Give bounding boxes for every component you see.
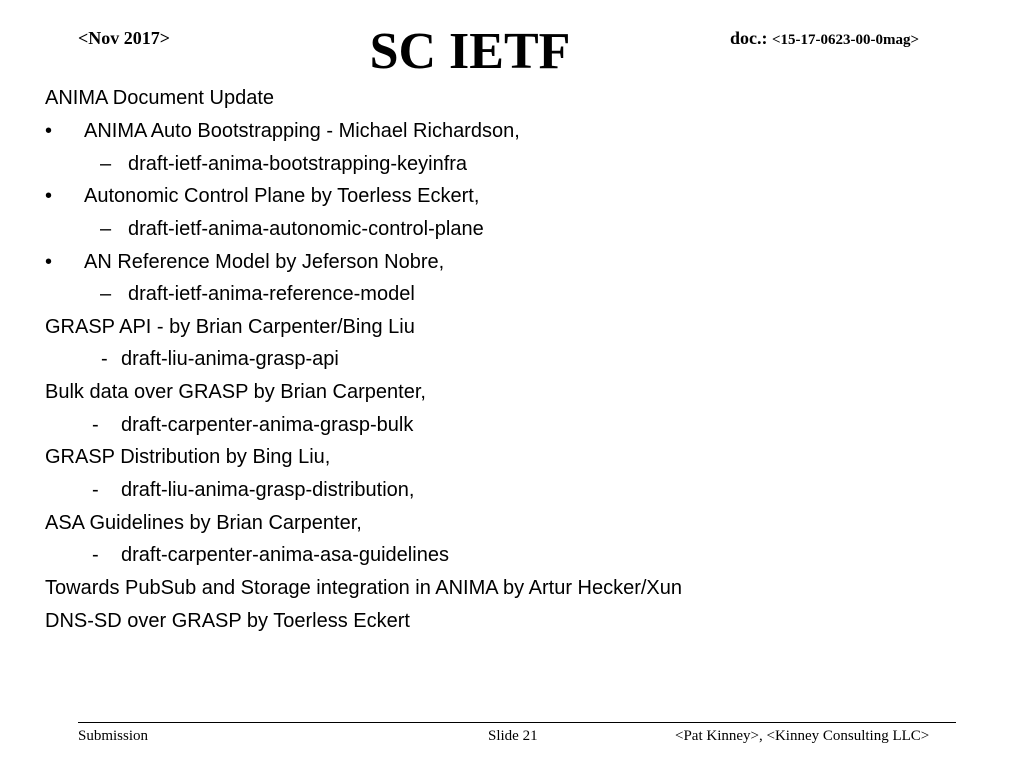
dash-marker: –: [100, 218, 112, 240]
bullet-marker: •: [45, 251, 53, 273]
body-line: Towards PubSub and Storage integration in ANIMA by Artur Hecker/Xun: [45, 577, 683, 599]
bullet-marker: •: [45, 120, 53, 142]
body-line: draft-liu-anima-grasp-distribution,: [121, 479, 415, 501]
body-line: GRASP Distribution by Bing Liu,: [45, 446, 331, 468]
dash-marker: -: [92, 414, 99, 436]
body-line: draft-ietf-anima-autonomic-control-plane: [128, 218, 484, 240]
header-doc-id: [730, 28, 919, 49]
body-line: draft-carpenter-anima-asa-guidelines: [121, 544, 449, 566]
body-line: draft-ietf-anima-reference-model: [128, 283, 415, 305]
body-line: ANIMA Auto Bootstrapping - Michael Richardson,: [84, 120, 520, 142]
footer-author: <Pat Kinney>, <Kinney Consulting LLC>: [675, 728, 930, 744]
body-line: draft-liu-anima-grasp-api: [121, 348, 339, 370]
body-line: Bulk data over GRASP by Brian Carpenter,: [45, 381, 426, 403]
body-line: draft-ietf-anima-bootstrapping-keyinfra: [128, 153, 468, 175]
dash-marker: -: [101, 348, 108, 370]
body-line: ASA Guidelines by Brian Carpenter,: [45, 512, 362, 534]
body-line: Autonomic Control Plane by Toerless Eckert,: [84, 185, 480, 207]
body-line: draft-carpenter-anima-grasp-bulk: [121, 414, 414, 436]
dash-marker: –: [100, 153, 112, 175]
doc-label: doc.:: [730, 28, 768, 48]
body-line: ANIMA Document Update: [45, 87, 274, 109]
dash-marker: -: [92, 479, 99, 501]
body-line: DNS-SD over GRASP by Toerless Eckert: [45, 610, 410, 632]
dash-marker: -: [92, 544, 99, 566]
footer-slide-number: Slide 21: [488, 728, 538, 744]
dash-marker: –: [100, 283, 112, 305]
bullet-marker: •: [45, 185, 53, 207]
footer-divider: [78, 722, 956, 723]
body-line: AN Reference Model by Jeferson Nobre,: [84, 251, 445, 273]
doc-number: <15-17-0623-00-0mag>: [772, 32, 920, 48]
slide-title: SC IETF: [369, 23, 571, 80]
body-line: GRASP API - by Brian Carpenter/Bing Liu: [45, 316, 415, 338]
footer-submission: Submission: [78, 728, 149, 744]
header-date: <Nov 2017>: [78, 28, 171, 48]
